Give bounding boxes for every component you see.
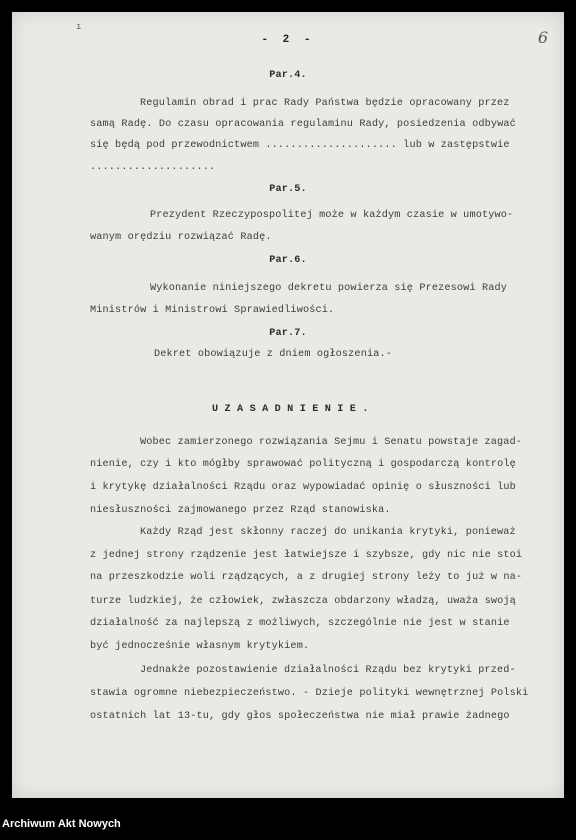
section-heading: Par.7.	[269, 328, 307, 339]
margin-mark: ı	[76, 22, 82, 32]
handwritten-page-number: 6	[537, 28, 548, 47]
text-line: stawia ogromne niebezpieczeństwo. - Dzieje polityki wewnętrznej Polski	[90, 688, 529, 699]
document-page	[12, 12, 564, 798]
text-line: wanym orędziu rozwiązać Radę.	[90, 232, 272, 243]
text-line: turze ludzkiej, że człowiek, zwłaszcza obdarzony władzą, uważa swoją	[90, 596, 516, 607]
section-heading: Par.4.	[269, 70, 307, 81]
text-line: Regulamin obrad i prac Rady Państwa będzie opracowany przez	[140, 98, 510, 109]
section-heading: Par.6.	[269, 255, 307, 266]
text-line: samą Radę. Do czasu opracowania regulaminu Rady, posiedzenia odbywać	[90, 119, 516, 130]
section-heading: Par.5.	[269, 184, 307, 195]
text-line: być jednocześnie własnym krytykiem.	[90, 641, 310, 652]
text-line: z jednej strony rządzenie jest łatwiejsze i szybsze, gdy nic nie stoi	[90, 550, 523, 561]
text-line: działalność za najlepszą z możliwych, szczególnie nie jest w stanie	[90, 618, 510, 629]
archive-name: Archiwum Akt Nowych	[2, 818, 121, 830]
page-number: - 2 -	[261, 34, 315, 46]
text-line: Wykonanie niniejszego dekretu powierza się Prezesowi Rady	[150, 283, 508, 294]
justification-heading: U Z A S A D N I E N I E .	[212, 404, 369, 415]
text-line: ostatnich lat 13-tu, gdy głos społeczeństwa nie miał prawie żadnego	[90, 711, 510, 722]
text-line: Prezydent Rzeczypospolitej może w każdym czasie w umotywo-	[150, 210, 514, 221]
text-line: Dekret obowiązuje z dniem ogłoszenia.-	[154, 349, 393, 360]
text-line: się będą pod przewodnictwem ..................... lub w zastępstwie	[90, 140, 510, 151]
archive-footer	[0, 810, 576, 840]
text-line: niesłuszności zajmowanego przez Rząd stanowiska.	[90, 505, 391, 516]
text-line: Ministrów i Ministrowi Sprawiedliwości.	[90, 305, 335, 316]
text-line: Jednakże pozostawienie działalności Rządu bez krytyki przed-	[140, 665, 516, 676]
text-line: nienie, czy i kto mógłby sprawować polityczną i gospodarczą kontrolę	[90, 459, 516, 470]
text-line: i krytykę działalności Rządu oraz wypowiadać opinię o słuszności lub	[90, 482, 516, 493]
text-line: Wobec zamierzonego rozwiązania Sejmu i Senatu powstaje zagad-	[140, 437, 523, 448]
text-line: Każdy Rząd jest skłonny raczej do unikania krytyki, ponieważ	[140, 527, 516, 538]
text-line: ....................	[90, 162, 216, 173]
text-line: na przeszkodzie woli rządzących, a z drugiej strony leży to już w na-	[90, 572, 523, 583]
